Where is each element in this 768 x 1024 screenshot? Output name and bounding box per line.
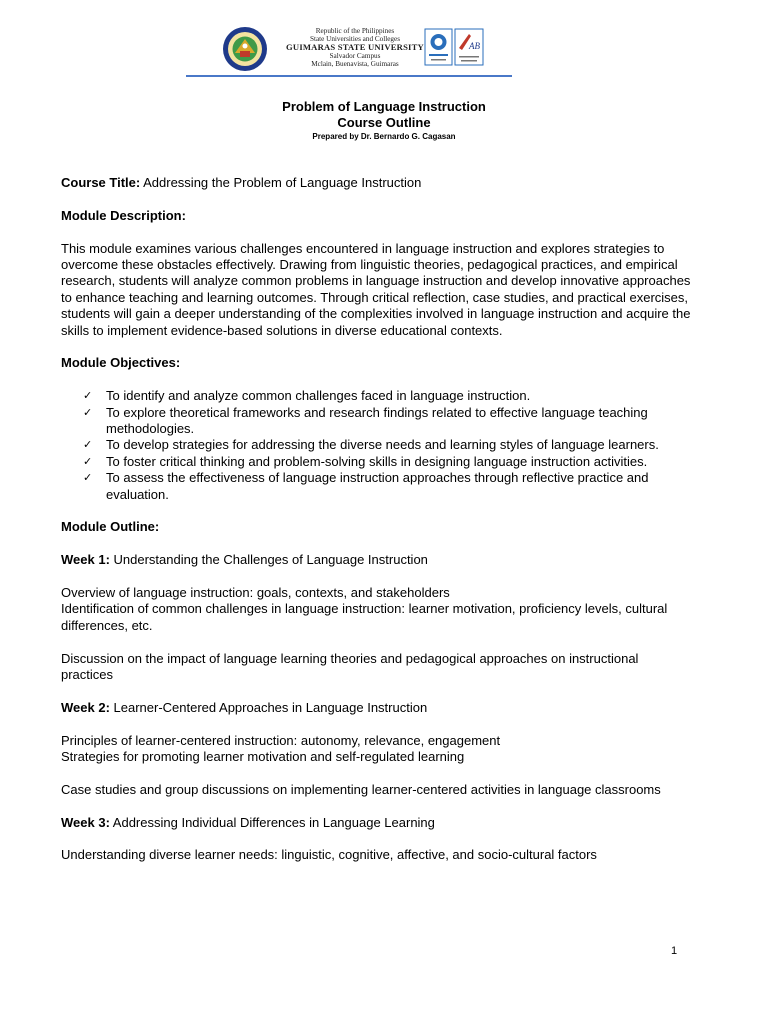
objective-item: ✓ To assess the effectiveness of language instruction approaches through reflective practice and evaluation. — [83, 470, 649, 502]
page-number: 1 — [671, 945, 678, 957]
checkmark-icon: ✓ — [83, 438, 93, 452]
header-institution-text — [268, 27, 442, 68]
university-seal-icon — [222, 26, 268, 72]
week-2-line-1: Principles of learner-centered instruction: autonomy, relevance, engagement — [61, 732, 501, 748]
course-title-line — [61, 175, 691, 191]
week-1-line-1: Overview of language instruction: goals, contexts, and stakeholders — [61, 585, 450, 601]
header-suc: State Universities and Colleges — [309, 35, 401, 44]
objective-item: ✓ To foster critical thinking and problem-solving skills in designing language instruction activities. — [83, 453, 648, 469]
module-outline-heading: Module Outline: — [61, 519, 160, 535]
week-label: Week 2: — [61, 699, 110, 715]
checkmark-icon: ✓ — [83, 405, 93, 419]
header-divider — [186, 75, 512, 77]
module-description-heading: Module Description: — [61, 207, 186, 223]
header-republic: Republic of the Philippines — [315, 27, 395, 35]
checkmark-icon: ✓ — [83, 471, 93, 485]
header-address: Mclain, Buenavista, Guimaras — [311, 59, 399, 68]
checkmark-icon: ✓ — [83, 454, 93, 468]
module-description-text: This module examines various challenges encountered in language instruction and explores strategies to overcome these obstacles effectively. Drawing from linguistic theories, pedagogical practices, and empirical research, students will analyze common problems in language instruction and develop innovative approaches to enhance teaching and learning outcomes. Through critical reflection, case studies, and practical exercises, students will gain a deeper understanding of the complexities involved in language instruction and acquire the skills to implement evidence-based solutions in diverse educational contexts. — [61, 240, 691, 338]
objective-item: ✓ To identify and analyze common challenges faced in language instruction. — [83, 388, 531, 404]
document-title: Problem of Language Instruction — [282, 99, 486, 114]
objective-item: ✓ To develop strategies for addressing the diverse needs and learning styles of language learners. — [83, 437, 659, 453]
week-1-line-2: Identification of common challenges in language instruction: learner motivation, proficiency levels, cultural differences, etc. — [61, 601, 668, 633]
prepared-by: Prepared by Dr. Bernardo G. Cagasan — [312, 132, 456, 141]
week-1-discussion: Discussion on the impact of language learning theories and pedagogical approaches on instructional practices — [61, 650, 639, 683]
week-title: Addressing Individual Differences in Language Learning — [109, 814, 435, 830]
objective-item: ✓ To explore theoretical frameworks and research findings related to effective language teaching methodologies. — [83, 404, 648, 437]
document-header — [0, 24, 768, 84]
week-3-line-1: Understanding diverse learner needs: linguistic, cognitive, affective, and socio-cultural factors — [61, 847, 597, 863]
module-objectives-heading: Module Objectives: — [61, 355, 181, 371]
week-2-line-2: Strategies for promoting learner motivation and self-regulated learning — [61, 749, 465, 765]
week-3-heading — [61, 815, 691, 831]
svg-text:AB: AB — [469, 41, 480, 51]
header-university-name: GUIMARAS STATE UNIVERSITY — [286, 42, 424, 53]
certification-logos-icon — [424, 28, 484, 66]
week-2-heading — [61, 700, 691, 716]
week-title: Understanding the Challenges of Language Instruction — [109, 552, 428, 568]
document-body — [61, 175, 691, 864]
course-title-value: Addressing the Problem of Language Instruction — [140, 175, 422, 190]
week-label: Week 1: — [61, 552, 110, 568]
header-campus: Salvador Campus — [329, 51, 381, 60]
course-title-label: Course Title: — [61, 175, 141, 190]
week-1-heading — [61, 552, 691, 568]
week-title: Learner-Centered Approaches in Language Instruction — [109, 699, 428, 715]
document-title-block — [0, 99, 768, 142]
objectives-list — [61, 388, 691, 503]
week-2-discussion: Case studies and group discussions on implementing learner-centered activities in language classrooms — [61, 781, 661, 797]
checkmark-icon: ✓ — [83, 389, 93, 403]
week-label: Week 3: — [61, 814, 110, 830]
document-subtitle: Course Outline — [337, 115, 431, 130]
